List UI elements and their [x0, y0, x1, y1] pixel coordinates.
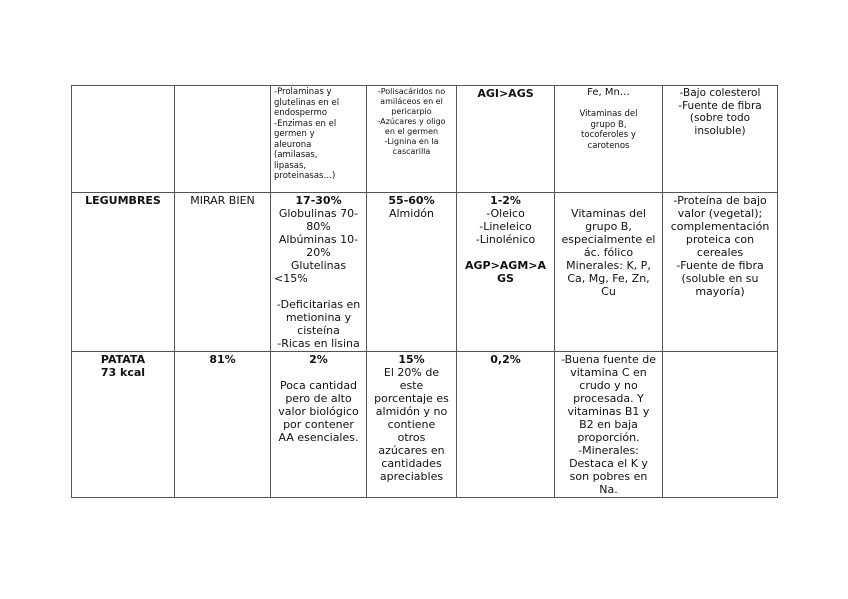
cell-otros: -Proteína de bajo valor (vegetal); complementación proteica con cereales -Fuente de fibra (soluble en su mayoría): [663, 193, 778, 352]
cell-vitaminas: -Buena fuente de vitamina C en crudo y no procesada. Y vitaminas B1 y B2 en baja proporción. -Minerales: Destaca el K y son pobres en Na.: [555, 352, 663, 498]
cell-agua: MIRAR BIEN: [175, 193, 271, 352]
cell-name: [72, 86, 175, 193]
cell-vitaminas: Vitaminas del grupo B, especialmente el ác. fólico Minerales: K, P, Ca, Mg, Fe, Zn, Cu: [555, 193, 663, 352]
table-row: [72, 86, 778, 193]
table-row: [72, 352, 778, 498]
table-row: [72, 193, 778, 352]
nutrition-table: [71, 85, 778, 498]
cell-hidratos: -Polisacáridos no amiláceos en el pericarpio -Azúcares y oligo en el germen -Lignina en la cascarilla: [367, 86, 457, 193]
cell-grasas: 0,2%: [457, 352, 555, 498]
cell-vitaminas: Fe, Mn… Vitaminas del grupo B, tocoferoles y carotenos: [555, 86, 663, 193]
cell-otros: [663, 352, 778, 498]
cell-grasas: 1-2% -Oleico -Lineleico -Linolénico AGP>AGM>A GS: [457, 193, 555, 352]
cell-agua: [175, 86, 271, 193]
cell-proteinas: 17-30% Globulinas 70- 80% Albúminas 10- 20% Glutelinas <15% -Deficitarias en metionina y cisteína -Ricas en lisina: [271, 193, 367, 352]
cell-otros: -Bajo colesterol -Fuente de fibra (sobre todo insoluble): [663, 86, 778, 193]
cell-proteinas: -Prolaminas y glutelinas en el endospermo -Enzimas en el germen y aleurona (amilasas, lipasas, proteinasas…): [271, 86, 367, 193]
cell-name: PATATA 73 kcal: [72, 352, 175, 498]
cell-agua: 81%: [175, 352, 271, 498]
cell-name: LEGUMBRES: [72, 193, 175, 352]
cell-proteinas: 2% Poca cantidad pero de alto valor biológico por contener AA esenciales.: [271, 352, 367, 498]
cell-hidratos: 15% El 20% de este porcentaje es almidón y no contiene otros azúcares en cantidades apreciables: [367, 352, 457, 498]
cell-hidratos: 55-60% Almidón: [367, 193, 457, 352]
cell-grasas: AGI>AGS: [457, 86, 555, 193]
